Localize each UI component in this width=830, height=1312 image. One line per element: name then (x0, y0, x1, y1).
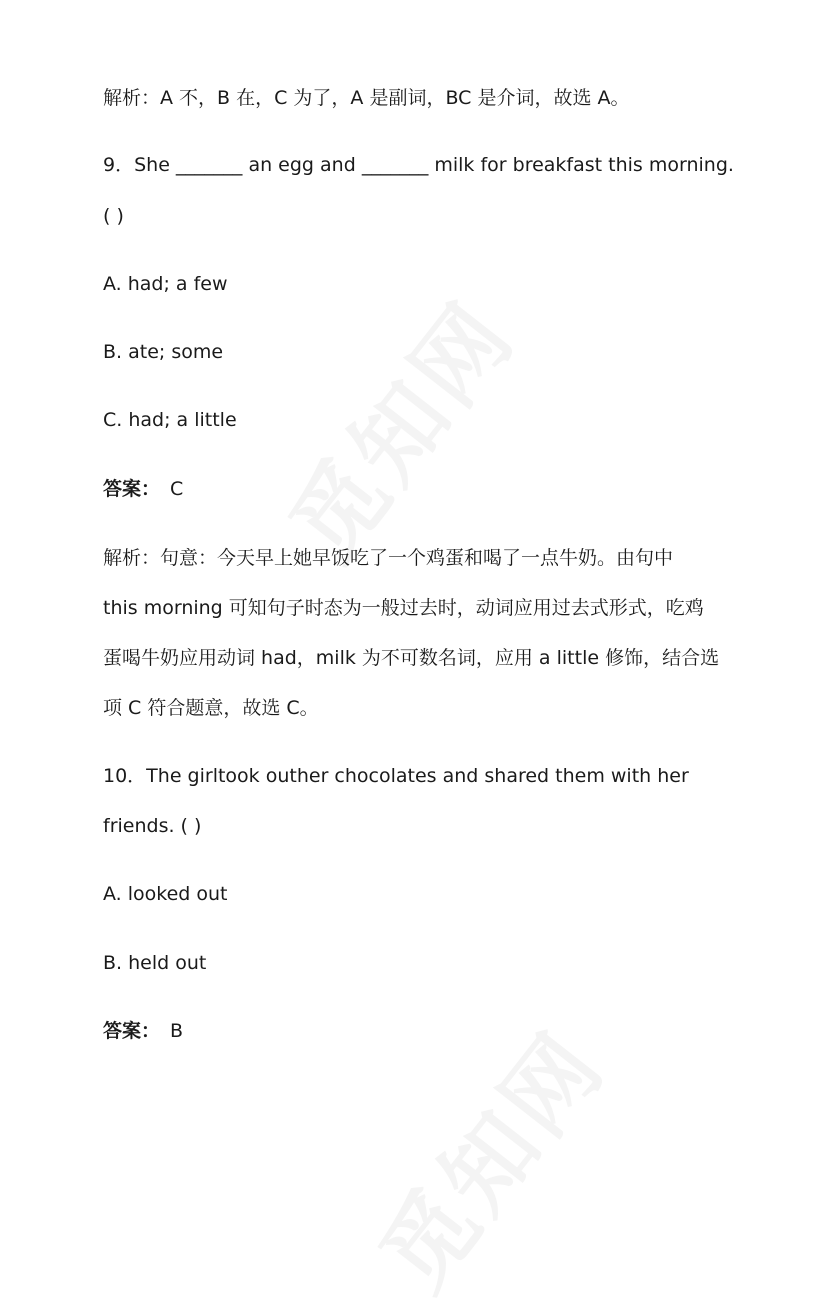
question-10-option-b: B. held out (103, 952, 207, 974)
question-10-stem-cont: friends. ( ) (103, 815, 202, 837)
answer-label: 答案： (103, 478, 161, 500)
question-9-option-b: B. ate; some (103, 341, 224, 363)
answer-value: B (170, 1020, 184, 1042)
question-9-answer (103, 477, 183, 501)
question-9-paren: ( ) (103, 205, 124, 227)
question-10-answer (103, 1019, 183, 1043)
question-9-explanation-4: 项 C 符合题意，故选 C。 (103, 697, 319, 719)
question-9-stem: 9．She _______ an egg and _______ milk for breakfast this morning. (103, 154, 734, 176)
answer-value: C (170, 478, 184, 500)
question-9-option-c: C. had; a little (103, 409, 237, 431)
watermark (254, 270, 539, 583)
question-9-explanation-1: 解析：句意：今天早上她早饭吃了一个鸡蛋和喝了一点牛奶。由句中 (103, 547, 674, 569)
explanation-line: 解析：A 不，B 在，C 为了，A 是副词，BC 是介词，故选 A。 (103, 87, 630, 109)
question-9-explanation-3: 蛋喝牛奶应用动词 had，milk 为不可数名词，应用 a little 修饰，结合选 (103, 647, 720, 669)
question-10-stem: 10．The girltook outher chocolates and shared them with her (103, 765, 689, 787)
question-9-explanation-2: this morning 可知句子时态为一般过去时，动词应用过去式形式，吃鸡 (103, 597, 704, 619)
question-9-option-a: A. had; a few (103, 273, 228, 295)
question-10-option-a: A. looked out (103, 883, 228, 905)
watermark-bottom (344, 1000, 629, 1312)
answer-label: 答案： (103, 1020, 161, 1042)
